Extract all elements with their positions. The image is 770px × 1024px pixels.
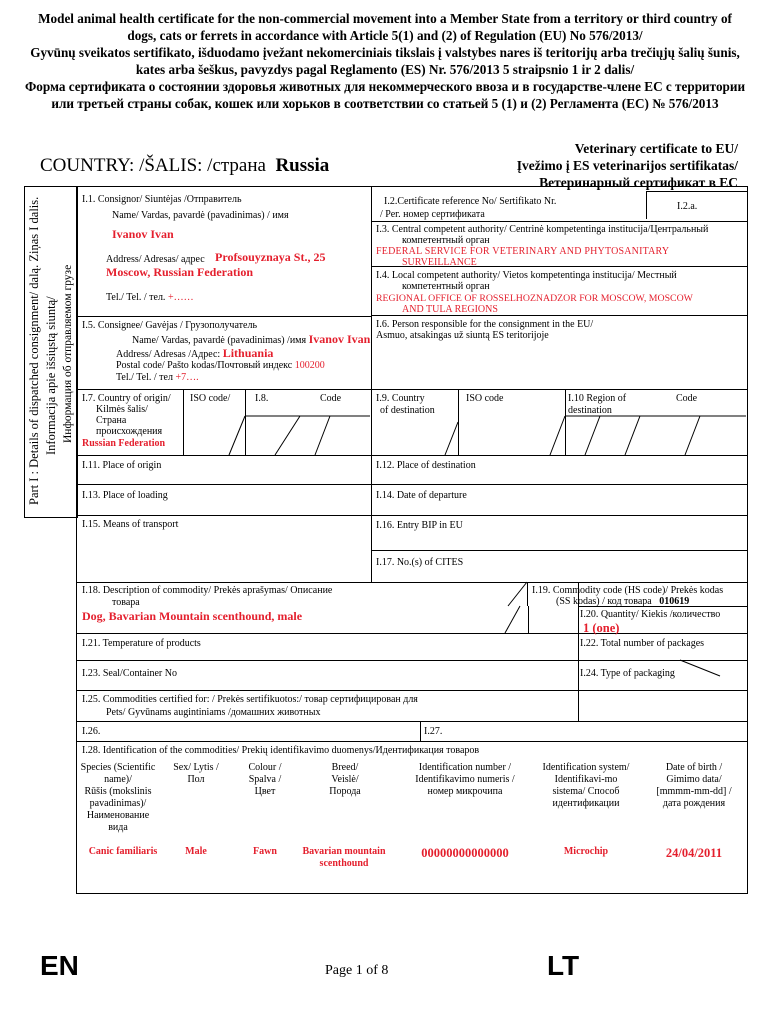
header-line: Identification system/ — [542, 762, 630, 773]
i28-header-sex — [160, 762, 232, 786]
ref-label1: I.2.Certificate reference No/ Sertifikato Nr. — [384, 196, 557, 207]
i14-label: I.14. Date of departure — [376, 490, 467, 501]
i4-label2: компетентный орган — [402, 281, 490, 292]
consignee-name-label: Name/ Vardas, pavardė (pavadinimas) /имя — [132, 335, 307, 346]
footer-lang-right: LT — [547, 950, 580, 981]
i7-label1: I.7. Country of origin/ — [82, 393, 171, 404]
i18-value: Dog, Bavarian Mountain scenthound, male — [82, 609, 303, 623]
i7-iso: ISO code/ — [190, 393, 231, 404]
consignor-tel-label: Tel./ Tel. / тел. — [106, 292, 166, 303]
i7-label4: происхождения — [96, 426, 163, 437]
i3-value2: SURVEILLANCE — [402, 257, 477, 268]
i7-label3: Страна — [96, 415, 127, 426]
i17-label: I.17. No.(s) of CITES — [376, 557, 464, 568]
i11-label: I.11. Place of origin — [82, 460, 162, 471]
header-line: Наименование — [86, 810, 150, 821]
consignor-name-label: Name/ Vardas, pavardė (pavadinimas) / имя — [112, 210, 289, 221]
vet-cert-line3: Ветеринарный сертификат в ЕС — [539, 175, 738, 190]
i8-label: I.8. — [255, 393, 269, 404]
consignor-address1: Profsouyznaya St., 25 — [215, 250, 326, 264]
i21-label: I.21. Temperature of products — [82, 638, 201, 649]
side-label-en: Part I : Details of dispatched consignment/ dalą. Ziņas I dalis. — [27, 196, 41, 505]
consignor-address2: Moscow, Russian Federation — [106, 265, 253, 279]
country-value: Russia — [275, 155, 330, 176]
consignor-tel — [106, 292, 194, 304]
i20-value: 1 (one) — [583, 621, 620, 635]
consignee-name: Ivanov Ivan — [308, 332, 371, 346]
value-dob: 24/04/2011 — [665, 846, 723, 860]
i28-header-id-system — [530, 762, 642, 810]
header-line: Veislė/ — [331, 774, 359, 785]
header-line: Sex/ Lytis / — [173, 762, 219, 773]
consignee-tel-row — [116, 372, 199, 384]
i10-code: Code — [676, 393, 698, 404]
i9-label1: I.9. Country — [376, 393, 425, 404]
consignor-label: I.1. Consignor/ Siuntėjas /Отправитель — [82, 194, 242, 205]
i12-label: I.12. Place of destination — [376, 460, 476, 471]
i20-label: I.20. Quantity/ Kiekis /количество — [580, 609, 721, 620]
title-en: Model animal health certificate for the non-commercial movement into a Member State from a territory or third country of dogs, cats or ferrets in accordance with Article 5(1) and (2) of Regulation (EU) No 576/2013/ — [38, 11, 732, 43]
vet-cert-line2: Įvežimo į ES veterinarijos sertifikatas/ — [516, 158, 738, 173]
value-sex: Male — [185, 846, 207, 857]
i22-label: I.22. Total number of packages — [580, 638, 705, 649]
i3-label1: I.3. Central competent authority/ Centrinė kompetentinga institucija/Центральный — [376, 224, 709, 235]
title-ru: Форма сертификата о состоянии здоровья животных для некоммерческого ввоза и в государстве-члене ЕС с территории или третьей страны собак, кошек или хорьков в соответствии со статьей 5 (1) и (2) Регламента (ЕС) № 576/2013 — [24, 79, 746, 111]
header-line: Rūšis (mokslinis — [84, 786, 152, 797]
i28-header-colour — [232, 762, 298, 798]
consignee-label: I.5. Consignee/ Gavėjas / Грузополучатель — [82, 320, 257, 331]
page-number: Page 1 of 8 — [325, 963, 389, 978]
i28-label: I.28. Identification of the commodities/ Prekių identifikavimo duomenys/Идентификация товаров — [82, 745, 480, 756]
i19-value: 010619 — [659, 596, 690, 607]
i28-header-dob — [648, 762, 740, 810]
header-line: Identifikavi-mo — [554, 774, 618, 785]
consignor-tel-value: +…… — [167, 292, 194, 303]
header-line: Gimimo data/ — [666, 774, 722, 785]
header-line: Species (Scientific — [80, 762, 156, 773]
i19-row2 — [556, 596, 689, 608]
i7-code: Code — [320, 393, 342, 404]
i25-label2: Pets/ Gyvūnams augintiniams /домашних животных — [106, 707, 321, 718]
i19-label1: I.19. Commodity code (HS code)/ Prekės kodas — [532, 585, 724, 596]
i24-label: I.24. Type of packaging — [580, 668, 675, 679]
value-id-number: 00000000000000 — [421, 846, 509, 860]
header-line: Colour / — [248, 762, 282, 773]
header-line: вида — [108, 822, 128, 833]
i3-label2: компетентный орган — [402, 235, 490, 246]
country-label: COUNTRY: /ŠALIS: /страна — [40, 155, 266, 176]
ref-i2a: I.2.a. — [677, 201, 698, 212]
header-line: Цвет — [254, 786, 276, 797]
consignor-address-label: Address/ Adresas/ адрес — [106, 254, 205, 265]
i4-label1: I.4. Local competent authority/ Vietos kompetentinga institucija/ Местный — [376, 270, 677, 281]
i4-value2: AND TULA REGIONS — [402, 304, 498, 315]
i16-label: I.16. Entry BIP in EU — [376, 520, 463, 531]
header-line: name)/ — [104, 774, 132, 785]
consignee-postal-row — [116, 360, 325, 372]
header-line: Identification number / — [418, 762, 512, 773]
i28-header-breed — [298, 762, 392, 798]
consignee-address: Lithuania — [222, 346, 274, 360]
i15-label: I.15. Means of transport — [82, 519, 179, 530]
i6-label1: I.6. Person responsible for the consignment in the EU/ — [376, 319, 594, 330]
i9-iso: ISO code — [466, 393, 504, 404]
i19-label2: (SS kodas) / код товара — [556, 596, 652, 607]
header-line: Date of birth / — [665, 762, 723, 773]
header-line: [mmmm-mm-dd] / — [656, 786, 732, 797]
i26-label: I.26. — [82, 726, 101, 737]
i6-label2: Asmuo, atsakingas už siuntą ES teritorijoje — [376, 330, 549, 341]
side-label-lt: Informacija apie išsiųstą siuntą/ — [44, 296, 58, 455]
i18-label1: I.18. Description of commodity/ Prekės aprašymas/ Описание — [82, 585, 333, 596]
header-line: номер микрочипа — [427, 786, 503, 797]
i7-value: Russian Federation — [82, 438, 166, 449]
title-lt: Gyvūnų sveikatos sertifikato, išduodamo įvežant nekomerciniais tikslais į valstybes nares iš teritorijų arba trečiųjų šalių šunis, kates arba šeškus, pavyzdys pagal Reglamento (ES) Nr. 576/2013 5 straipsnio 1 ir 2 dalis/ — [30, 45, 740, 77]
i13-label: I.13. Place of loading — [82, 490, 168, 501]
value-species: Canic familiaris — [88, 846, 158, 857]
consignee-postal: 100200 — [294, 360, 325, 371]
value-id-system: Microchip — [563, 846, 609, 857]
consignee-tel: +7…. — [175, 372, 199, 383]
consignee-address-row — [116, 347, 273, 361]
i4-value1: REGIONAL OFFICE OF ROSSELHOZNADZOR FOR MOSCOW, MOSCOW — [376, 293, 693, 304]
side-label-ru: Информация об отправляемом грузе — [62, 264, 74, 443]
value-colour: Fawn — [253, 846, 277, 857]
vet-cert-line1: Veterinary certificate to EU/ — [574, 141, 738, 156]
ref-label2: / Рег. номер сертификата — [380, 209, 485, 220]
consignee-postal-label: Postal code/ Pašto kodas/Почтовый индекс — [116, 360, 293, 371]
i27-label: I.27. — [424, 726, 443, 737]
i18-label2: товара — [112, 597, 140, 608]
header-line: идентификации — [552, 798, 620, 809]
header-line: Порода — [329, 786, 361, 797]
i25-label1: I.25. Commodities certified for: / Prekės sertifikuotos:/ товар сертифицирован для — [82, 694, 418, 705]
header-line: дата рождения — [662, 798, 726, 809]
i3-value1: FEDERAL SERVICE FOR VETERINARY AND PHYTOSANITARY — [376, 246, 670, 257]
i10-label1: I.10 Region of — [568, 393, 627, 404]
header-line: Spalva / — [248, 774, 282, 785]
i10-label2: destination — [568, 405, 612, 416]
i28-header-id-number — [400, 762, 530, 798]
header-line: Identifikavimo numeris / — [415, 774, 515, 785]
consignee-name-row — [132, 333, 370, 347]
i28-header-species — [78, 762, 158, 834]
consignee-address-label: Address/ Adresas /Адрес: — [116, 349, 221, 360]
value-breed: Bavarian mountain scenthound — [302, 846, 386, 869]
footer-lang-left: EN — [40, 950, 79, 981]
i9-label2: of destination — [380, 405, 435, 416]
header-line: Breed/ — [331, 762, 359, 773]
i7-label2: Kilmės šalis/ — [96, 404, 148, 415]
header-line: sistema/ Способ — [552, 786, 620, 797]
consignor-name: Ivanov Ivan — [112, 227, 174, 241]
consignee-tel-label: Tel./ Tel. / тел — [116, 372, 173, 383]
header-line: pavadinimas)/ — [89, 798, 147, 809]
header-line: Пол — [187, 774, 205, 785]
i23-label: I.23. Seal/Container No — [82, 668, 177, 679]
